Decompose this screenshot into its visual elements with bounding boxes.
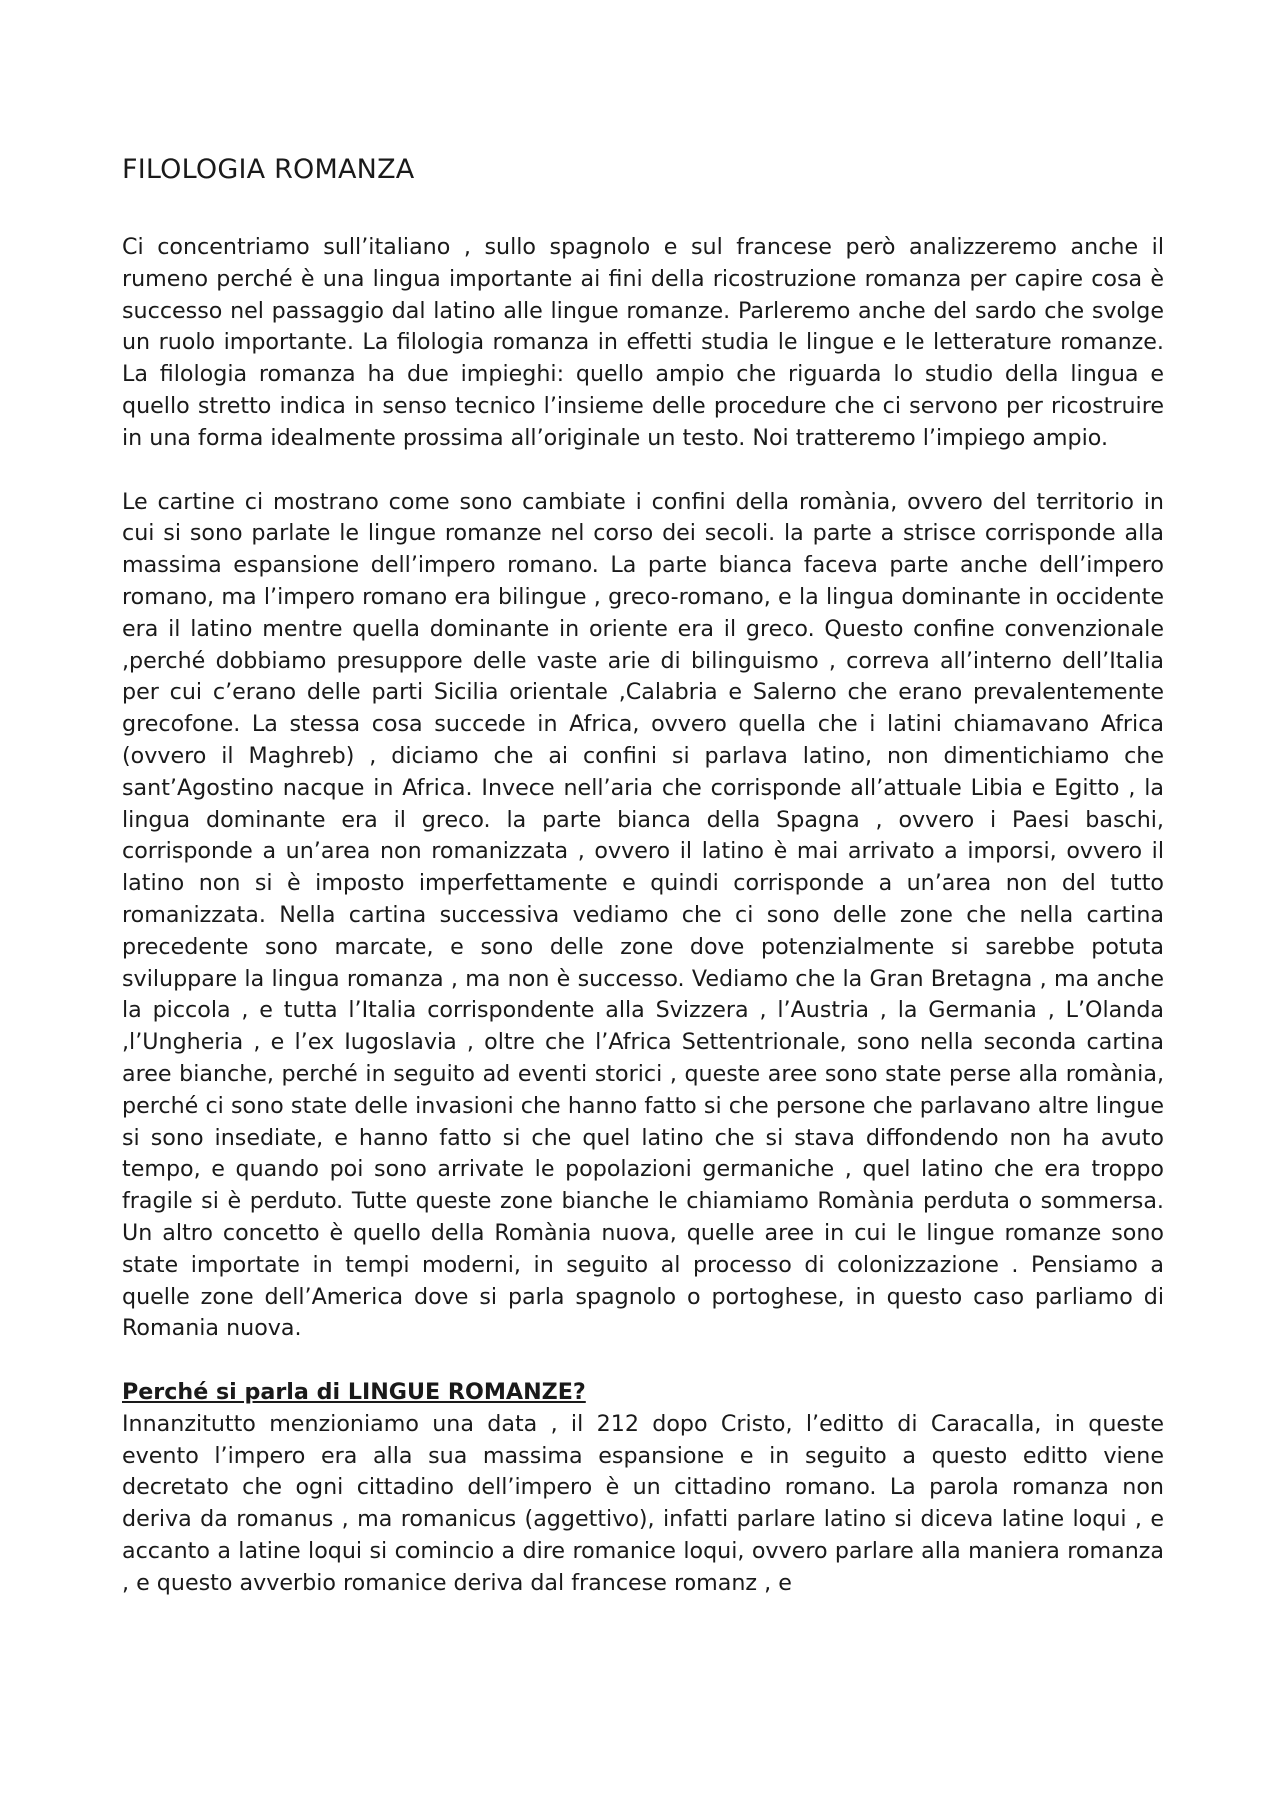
paragraph-lingue-romanze: Innanzitutto menzioniamo una data , il 212 dopo Cristo, l’editto di Caracalla, in queste evento l’impero era alla sua massima espansione e in seguito a questo editto viene decretato che ogni cittadino dell’impero è un cittadino romano. La parola romanza non deriva da romanus , ma romanicus (aggettivo), infatti parlare latino si diceva latine loqui , e accanto a latine loqui si comincio a dire romanice loqui, ovvero parlare alla maniera romanza , e questo avverbio romanice deriva dal francese romanz , e [122,1410,1164,1596]
paragraph-intro: Ci concentriamo sull’italiano , sullo spagnolo e sul francese però analizzeremo anche il rumeno perché è una lingua importante ai fini della ricostruzione romanza per capire cosa è successo nel passaggio dal latino alle lingue romanze. Parleremo anche del sardo che svolge un ruolo importante. La filologia romanza in effetti studia le lingue e le letterature romanze. La filologia romanza ha due impieghi: quello ampio che riguarda lo studio della lingua e quello stretto indica in senso tecnico l’insieme delle procedure che ci servono per ricostruire in una forma idealmente prossima all’originale un testo. Noi tratteremo l’impiego ampio. [122,234,1164,451]
paragraph-cartine: Le cartine ci mostrano come sono cambiate i confini della romània, ovvero del territorio in cui si sono parlate le lingue romanze nel corso dei secoli. la parte a strisce corrisponde alla massima espansione dell’impero romano. La parte bianca faceva parte anche dell’impero romano, ma l’impero romano era bilingue , greco-romano, e la lingua dominante in occidente era il latino mentre quella dominante in oriente era il greco. Questo confine convenzionale ,perché dobbiamo presuppore delle vaste arie di bilinguismo , correva all’interno dell’Italia per cui c’erano delle parti Sicilia orientale ,Calabria e Salerno che erano prevalentemente grecofone. La stessa cosa succede in Africa, ovvero quella che i latini chiamavano Africa (ovvero il Maghreb) , diciamo che ai confini si parlava latino, non dimentichiamo che sant’Agostino nacque in Africa. Invece nell’aria che corrisponde all’attuale Libia e Egitto , la lingua dominante era il greco. la parte bianca della Spagna , ovvero i Paesi baschi, corrisponde a un’area non romanizzata , ovvero il latino è mai arrivato a imporsi, ovvero il latino non si è imposto imperfettamente e quindi corrisponde a un’area non del tutto romanizzata. Nella cartina successiva vediamo che ci sono delle zone che nella cartina precedente sono marcate, e sono delle zone dove potenzialmente si sarebbe potuta sviluppare la lingua romanza , ma non è successo. Vediamo che la Gran Bretagna , ma anche la piccola , e tutta l’Italia corrispondente alla Svizzera , l’Austria , la Germania , L’Olanda ,l’Ungheria , e l’ex Iugoslavia , oltre che l’Africa Settentrionale, sono nella seconda cartina aree bianche, perché in seguito ad eventi storici , queste aree sono state perse alla romània, perché ci sono state delle invasioni che hanno fatto si che persone che parlavano altre lingue si sono insediate, e hanno fatto si che quel latino che si stava diffondendo non ha avuto tempo, e quando poi sono arrivate le popolazioni germaniche , quel latino che era troppo fragile si è perduto. Tutte queste zone bianche le chiamiamo Romània perduta o sommersa. Un altro concetto è quello della Romània nuova, quelle aree in cui le lingue romanze sono state importate in tempi moderni, in seguito al processo di colonizzazione . Pensiamo a quelle zone dell’America dove si parla spagnolo o portoghese, in questo caso parliamo di Romania nuova. [122,488,1164,1342]
document-title: FILOLOGIA ROMANZA [122,154,415,185]
document-page [122,150,1164,1632]
section-heading: Perché si parla di LINGUE ROMANZE? [122,1379,586,1406]
